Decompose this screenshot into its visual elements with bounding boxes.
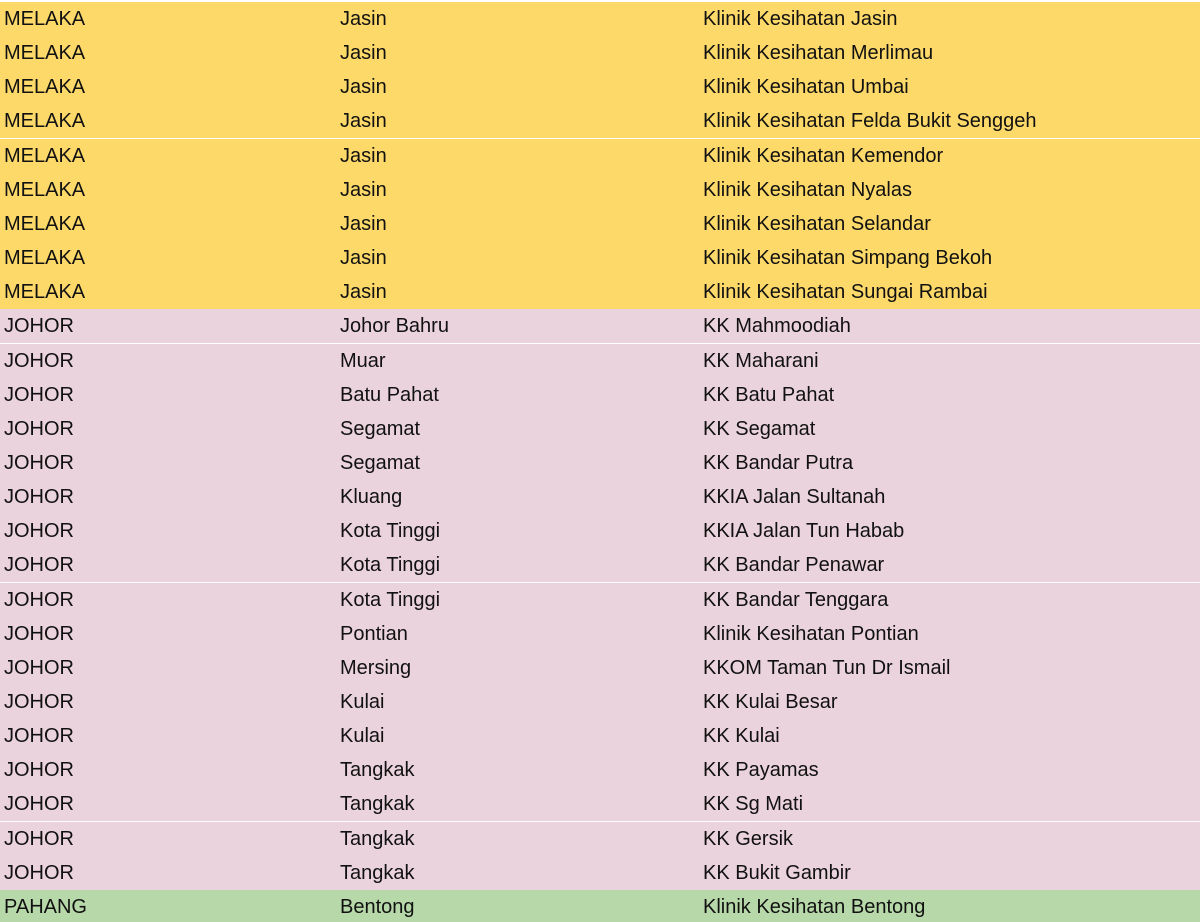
state-cell[interactable]: JOHOR [4,417,74,440]
table-row[interactable] [0,412,1200,446]
state-cell[interactable]: JOHOR [4,691,74,713]
state-cell[interactable]: JOHOR [4,725,74,748]
table-row[interactable] [0,822,1200,856]
district-cell[interactable]: Segamat [340,451,421,474]
clinic-cell[interactable]: Klinik Kesihatan Nyalas [703,178,912,201]
district-cell[interactable]: Kota Tinggi [340,554,441,577]
table-row[interactable] [0,70,1200,104]
table-row[interactable] [0,344,1200,378]
table-row[interactable] [0,514,1200,548]
clinic-cell[interactable]: KK Kulai Besar [703,691,838,713]
state-cell[interactable]: JOHOR [4,383,74,406]
table-row[interactable] [0,719,1200,753]
state-cell[interactable]: MELAKA [4,247,86,270]
state-cell[interactable]: JOHOR [4,656,74,679]
district-cell[interactable]: Kota Tinggi [340,520,441,543]
district-cell[interactable]: Jasin [340,76,387,99]
clinic-cell[interactable]: KK Mahmoodiah [703,315,851,338]
clinic-cell[interactable]: Klinik Kesihatan Kemendor [703,144,944,167]
district-cell[interactable]: Tangkak [340,827,415,850]
state-cell[interactable]: JOHOR [4,349,74,372]
table-row[interactable] [0,241,1200,275]
clinic-cell[interactable]: KK Bukit Gambir [703,861,851,884]
table-row[interactable] [0,378,1200,412]
district-cell[interactable]: Segamat [340,417,421,440]
district-cell[interactable]: Jasin [340,8,387,30]
state-cell[interactable]: JOHOR [4,315,74,338]
table-row[interactable] [0,104,1200,138]
state-cell[interactable]: MELAKA [4,281,86,304]
table-row[interactable] [0,309,1200,343]
state-cell[interactable]: JOHOR [4,520,74,543]
district-cell[interactable]: Kluang [340,486,403,509]
clinic-cell[interactable]: Klinik Kesihatan Felda Bukit Senggeh [703,110,1037,133]
clinic-cell[interactable]: Klinik Kesihatan Simpang Bekoh [703,247,993,270]
district-cell[interactable]: Jasin [340,110,387,133]
state-cell[interactable]: JOHOR [4,622,74,645]
state-cell[interactable]: JOHOR [4,588,74,611]
clinic-cell[interactable]: Klinik Kesihatan Sungai Rambai [703,281,988,304]
district-cell[interactable]: Tangkak [340,861,415,884]
state-cell[interactable]: JOHOR [4,827,74,850]
district-cell[interactable]: Jasin [340,281,387,304]
district-cell[interactable]: Jasin [340,144,387,167]
clinic-cell[interactable]: KKIA Jalan Sultanah [703,486,886,509]
state-cell[interactable]: MELAKA [4,76,86,99]
table-row[interactable] [0,787,1200,821]
state-cell[interactable]: JOHOR [4,759,74,782]
table-row[interactable] [0,583,1200,617]
table-row[interactable] [0,446,1200,480]
clinic-cell[interactable]: Klinik Kesihatan Umbai [703,76,909,99]
clinic-cell[interactable]: KK Gersik [703,827,794,850]
table-row[interactable] [0,207,1200,241]
district-cell[interactable]: Pontian [340,622,408,645]
clinic-cell[interactable]: Klinik Kesihatan Merlimau [703,42,934,65]
district-cell[interactable]: Bentong [340,895,415,918]
table-row[interactable] [0,685,1200,719]
clinic-cell[interactable]: KK Maharani [703,349,819,372]
table-row[interactable] [0,139,1200,173]
state-cell[interactable]: MELAKA [4,8,86,30]
state-cell[interactable]: JOHOR [4,451,74,474]
district-cell[interactable]: Tangkak [340,793,415,816]
table-row[interactable] [0,480,1200,514]
clinic-cell[interactable]: KK Payamas [703,759,819,782]
district-cell[interactable]: Mersing [340,656,412,679]
clinic-cell[interactable]: KK Bandar Tenggara [703,588,889,611]
district-cell[interactable]: Jasin [340,212,387,235]
district-cell[interactable]: Kulai [340,691,385,713]
clinic-cell[interactable]: KK Sg Mati [703,793,804,816]
state-cell[interactable]: MELAKA [4,110,86,133]
table-row[interactable] [0,173,1200,207]
state-cell[interactable]: JOHOR [4,861,74,884]
clinic-cell[interactable]: Klinik Kesihatan Jasin [703,8,898,30]
table-row[interactable] [0,2,1200,36]
clinic-cell[interactable]: KK Bandar Penawar [703,554,885,577]
state-cell[interactable]: MELAKA [4,144,86,167]
clinic-cell[interactable]: KK Bandar Putra [703,451,854,474]
state-cell[interactable]: PAHANG [4,895,87,918]
clinic-cell[interactable]: Klinik Kesihatan Selandar [703,212,931,235]
district-cell[interactable]: Tangkak [340,759,415,782]
clinic-cell[interactable]: Klinik Kesihatan Bentong [703,895,926,918]
table-row[interactable] [0,275,1200,309]
clinic-cell[interactable]: KK Kulai [703,725,780,748]
clinic-cell[interactable]: KKOM Taman Tun Dr Ismail [703,656,951,679]
district-cell[interactable]: Jasin [340,247,387,270]
state-cell[interactable]: MELAKA [4,212,86,235]
clinic-cell[interactable]: KK Batu Pahat [703,383,835,406]
table-row[interactable] [0,548,1200,582]
table-row[interactable] [0,753,1200,787]
district-cell[interactable]: Batu Pahat [340,383,439,406]
state-cell[interactable]: JOHOR [4,793,74,816]
state-cell[interactable]: JOHOR [4,486,74,509]
table-row[interactable] [0,36,1200,70]
district-cell[interactable]: Johor Bahru [340,315,449,338]
state-cell[interactable]: MELAKA [4,178,86,201]
state-cell[interactable]: JOHOR [4,554,74,577]
table-row[interactable] [0,856,1200,890]
district-cell[interactable]: Jasin [340,178,387,201]
state-cell[interactable]: MELAKA [4,42,86,65]
table-row[interactable] [0,617,1200,651]
clinic-cell[interactable]: Klinik Kesihatan Pontian [703,622,919,645]
clinic-cell[interactable]: KK Segamat [703,417,816,440]
district-cell[interactable]: Kota Tinggi [340,588,441,611]
clinic-cell[interactable]: KKIA Jalan Tun Habab [703,520,905,543]
table-row[interactable] [0,890,1200,922]
district-cell[interactable]: Muar [340,349,386,372]
district-cell[interactable]: Jasin [340,42,387,65]
district-cell[interactable]: Kulai [340,725,385,748]
table-row[interactable] [0,651,1200,685]
